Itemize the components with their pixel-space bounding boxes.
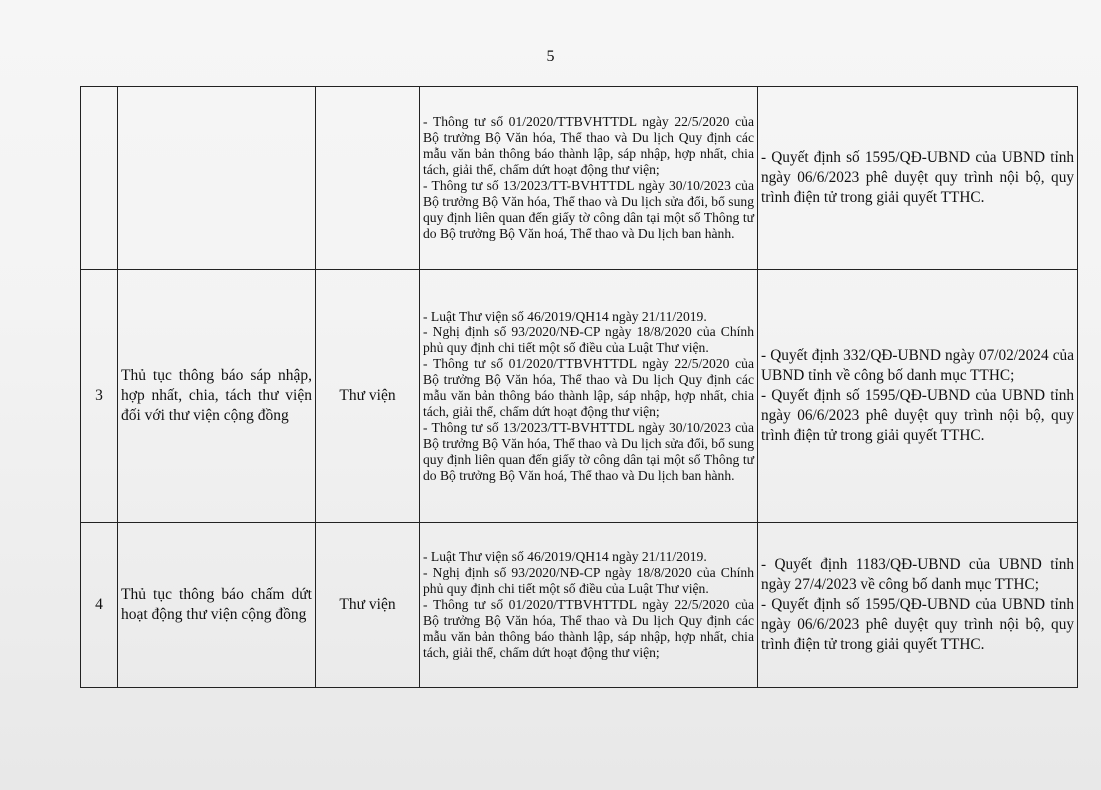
implementation-cell — [758, 270, 1078, 523]
implementation-cell — [758, 523, 1078, 688]
table-row — [81, 87, 1078, 270]
legal-item: - Thông tư số 01/2020/TTBVHTTDL ngày 22/5/2020 của Bộ trưởng Bộ Văn hóa, Thể thao và Du lịch Quy định các mẫu văn bản thông báo thành lập, sáp nhập, hợp nhất, chia tách, giải thể, chấm dứt hoạt động thư viện; — [423, 356, 754, 419]
legal-basis-cell — [420, 87, 758, 270]
table-row — [81, 270, 1078, 523]
implementation-item: - Quyết định số 1595/QĐ-UBND của UBND tỉnh ngày 06/6/2023 phê duyệt quy trình nội bộ, quy trình điện tử trong giải quyết TTHC. — [761, 149, 1074, 206]
page-number: 5 — [546, 48, 555, 65]
procedure-name-cell — [118, 87, 316, 270]
implementation-cell — [758, 87, 1078, 270]
row-number-cell: 3 — [81, 270, 118, 523]
implementation-item: - Quyết định 1183/QĐ-UBND của UBND tỉnh ngày 27/4/2023 về công bố danh mục TTHC; — [761, 556, 1074, 593]
row-number-cell: 4 — [81, 523, 118, 688]
legal-basis-cell — [420, 523, 758, 688]
implementation-item: - Quyết định 332/QĐ-UBND ngày 07/02/2024 của UBND tỉnh về công bố danh mục TTHC; — [761, 347, 1074, 384]
field-cell: Thư viện — [316, 270, 420, 523]
field-cell: Thư viện — [316, 523, 420, 688]
legal-item: - Thông tư số 13/2023/TT-BVHTTDL ngày 30/10/2023 của Bộ trưởng Bộ Văn hóa, Thể thao và Du lịch sửa đổi, bổ sung quy định liên quan đến giấy tờ công dân tại một số Thông tư do Bộ trưởng Bộ Văn hoá, Thể thao và Du lịch ban hành. — [423, 419, 754, 483]
table-row — [81, 523, 1078, 688]
legal-item: - Nghị định số 93/2020/NĐ-CP ngày 18/8/2020 của Chính phủ quy định chi tiết một số điều của Luật Thư viện. — [423, 324, 754, 356]
implementation-item: - Quyết định số 1595/QĐ-UBND của UBND tỉnh ngày 06/6/2023 phê duyệt quy trình nội bộ, quy trình điện tử trong giải quyết TTHC. — [761, 596, 1074, 653]
procedure-name-cell: Thủ tục thông báo chấm dứt hoạt động thư viện cộng đồng — [118, 523, 316, 688]
legal-item: - Thông tư số 13/2023/TT-BVHTTDL ngày 30/10/2023 của Bộ trưởng Bộ Văn hóa, Thể thao và Du lịch sửa đổi, bổ sung quy định liên quan đến giấy tờ công dân tại một số Thông tư do Bộ trưởng Bộ Văn hoá, Thể thao và Du lịch ban hành. — [423, 178, 754, 241]
legal-item: - Luật Thư viện số 46/2019/QH14 ngày 21/11/2019. — [423, 308, 707, 324]
legal-basis-cell — [420, 270, 758, 523]
field-cell — [316, 87, 420, 270]
implementation-item: - Quyết định số 1595/QĐ-UBND của UBND tỉnh ngày 06/6/2023 phê duyệt quy trình nội bộ, quy trình điện tử trong giải quyết TTHC. — [761, 387, 1074, 444]
procedures-table — [80, 86, 1078, 688]
procedure-name-cell: Thủ tục thông báo sáp nhập, hợp nhất, chia, tách thư viện đối với thư viện cộng đồng — [118, 270, 316, 523]
row-number-cell — [81, 87, 118, 270]
legal-item: - Thông tư số 01/2020/TTBVHTTDL ngày 22/5/2020 của Bộ trưởng Bộ Văn hóa, Thể thao và Du lịch Quy định các mẫu văn bản thông báo thành lập, sáp nhập, hợp nhất, chia tách, giải thể, chấm dứt hoạt động thư viện; — [423, 114, 754, 178]
legal-item: - Luật Thư viện số 46/2019/QH14 ngày 21/11/2019. — [423, 549, 707, 565]
legal-item: - Thông tư số 01/2020/TTBVHTTDL ngày 22/5/2020 của Bộ trưởng Bộ Văn hóa, Thể thao và Du lịch Quy định các mẫu văn bản thông báo thành lập, sáp nhập, hợp nhất, chia tách, giải thể, chấm dứt hoạt động thư viện; — [423, 597, 754, 660]
legal-item: - Nghị định số 93/2020/NĐ-CP ngày 18/8/2020 của Chính phủ quy định chi tiết một số điều của Luật Thư viện. — [423, 565, 754, 597]
